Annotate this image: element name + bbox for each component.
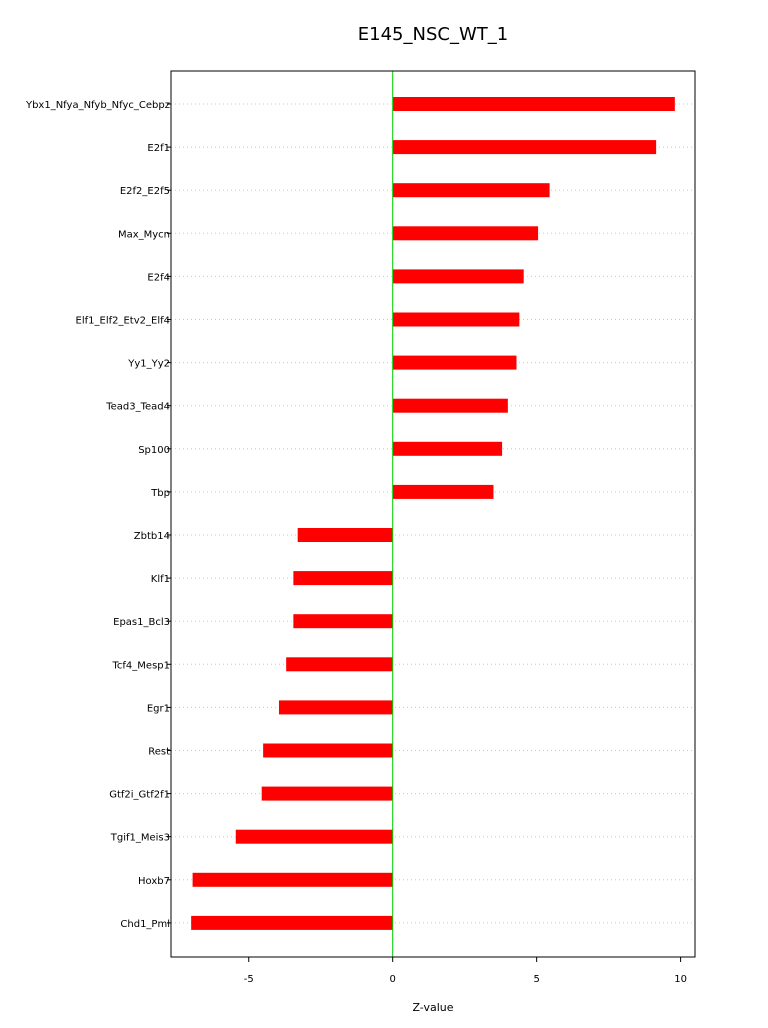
bar-Egr1 <box>279 700 393 714</box>
x-tick-label: 10 <box>674 974 687 985</box>
category-label: Yy1_Yy2 <box>128 358 170 370</box>
category-label: Tbp <box>151 487 170 499</box>
category-label: Zbtb14 <box>133 531 170 542</box>
category-label: Klf1 <box>150 574 170 586</box>
bar-Yy1_Yy2 <box>393 356 517 370</box>
bar-Rest <box>263 744 393 758</box>
x-tick-label: 5 <box>533 974 540 985</box>
category-label: Elf1_Elf2_Etv2_Elf4 <box>75 315 170 327</box>
category-label: Sp100 <box>138 444 170 456</box>
bar-Epas1_Bcl3 <box>293 614 392 628</box>
bar-Tead3_Tead4 <box>393 399 508 413</box>
bar-Max_Mycn <box>393 226 538 240</box>
bar-Tgif1_Meis3 <box>236 830 393 844</box>
bar-Elf1_Elf2_Etv2_Elf4 <box>393 313 520 327</box>
category-label: Egr1 <box>146 703 170 715</box>
category-label: Tcf4_Mesp1 <box>112 660 170 672</box>
bar-E2f4 <box>393 269 524 283</box>
bar-Zbtb14 <box>298 528 393 542</box>
category-label: Epas1_Bcl3 <box>113 617 170 629</box>
bar-Chd1_Pml <box>191 916 393 930</box>
category-label: E2f4 <box>147 272 170 284</box>
bar-E2f2_E2f5 <box>393 183 550 197</box>
category-label: E2f1 <box>147 143 170 155</box>
bar-Tcf4_Mesp1 <box>286 657 393 671</box>
category-label: Tgif1_Meis3 <box>110 832 170 844</box>
category-label: Tead3_Tead4 <box>106 401 170 413</box>
bar-Sp100 <box>393 442 502 456</box>
category-label: Max_Mycn <box>117 229 170 241</box>
bar-Tbp <box>393 485 494 499</box>
category-label: Rest <box>148 746 170 758</box>
plot-frame <box>171 71 695 957</box>
bar-Klf1 <box>293 571 392 585</box>
bar-Gtf2i_Gtf2f1 <box>262 787 393 801</box>
category-label: Chd1_Pml <box>120 918 170 930</box>
category-label: Ybx1_Nfya_Nfyb_Nfyc_Cebpz <box>25 100 170 111</box>
category-labels <box>25 100 171 930</box>
category-label: E2f2_E2f5 <box>119 186 170 198</box>
x-axis-label: Z-value <box>412 1001 454 1014</box>
x-tick-label: 0 <box>389 974 396 985</box>
category-label: Gtf2i_Gtf2f1 <box>109 789 170 801</box>
x-axis <box>244 957 687 985</box>
category-label: Hoxb7 <box>138 875 170 887</box>
bars <box>191 97 675 930</box>
bar-E2f1 <box>393 140 656 154</box>
bar-Hoxb7 <box>193 873 393 887</box>
x-tick-label: -5 <box>243 974 254 985</box>
bar-Ybx1_Nfya_Nfyb_Nfyc_Cebpz <box>393 97 675 111</box>
chart-title: E145_NSC_WT_1 <box>357 24 509 45</box>
